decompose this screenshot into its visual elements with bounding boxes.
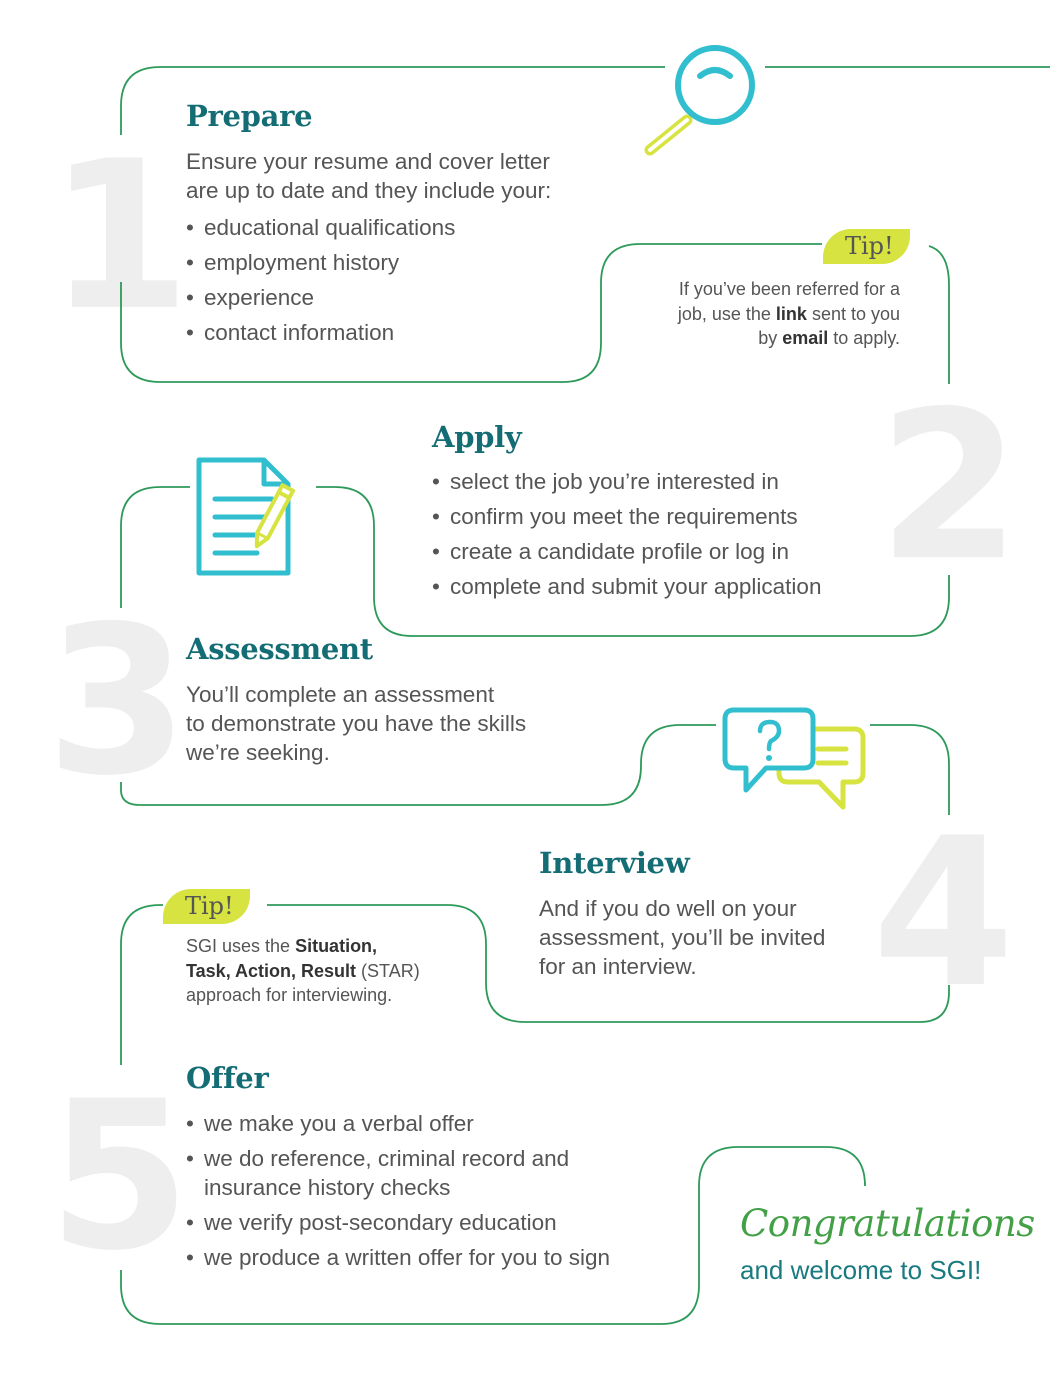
list-item: [186, 1144, 610, 1202]
list-item: • select the job you’re interested in: [432, 467, 821, 496]
tip-text-span: (STAR): [356, 960, 420, 981]
tip-badge: Tip!: [823, 229, 910, 264]
body-line: for an interview.: [539, 954, 697, 979]
step-number-3: 3: [46, 583, 189, 821]
tip-bold-link: link: [775, 303, 807, 324]
tip-line: approach for interviewing.: [186, 985, 393, 1005]
step-number-2: 2: [878, 368, 1021, 606]
document-pencil-icon: [192, 455, 317, 580]
body-line: And if you do well on your: [539, 896, 797, 921]
prepare-intro: [186, 147, 551, 205]
tip-text-span: to apply.: [828, 328, 900, 348]
apply-checklist: [432, 467, 821, 607]
list-item-line: we do reference, criminal record and: [204, 1146, 570, 1171]
list-item: • complete and submit your application: [432, 572, 821, 601]
list-item: • employment history: [186, 248, 455, 277]
tip-bold-task-action-result: Task, Action, Result: [186, 960, 357, 981]
prepare-intro-line: Ensure your resume and cover letter: [186, 149, 550, 174]
tip-line: [186, 959, 420, 984]
tip-line: [620, 326, 900, 351]
list-item: • create a candidate profile or log in: [432, 537, 821, 566]
body-line: You’ll complete an assessment: [186, 682, 495, 707]
body-line: to demonstrate you have the skills: [186, 711, 527, 736]
interview-description: [539, 894, 825, 981]
step-title-assessment: Assessment: [186, 632, 373, 666]
prepare-intro-line: are up to date and they include your:: [186, 178, 552, 203]
body-line: assessment, you’ll be invited: [539, 925, 826, 950]
list-item: • educational qualifications: [186, 213, 455, 242]
tip-bold-situation: Situation,: [295, 936, 378, 956]
body-line: we’re seeking.: [186, 740, 330, 765]
tip-line: [186, 934, 420, 959]
list-item: • we produce a written offer for you to sign: [186, 1243, 610, 1272]
list-item: • we verify post-secondary education: [186, 1208, 610, 1237]
tip-star-text: [186, 934, 420, 1008]
tip-text-span: SGI uses the: [186, 936, 296, 956]
tip-line: [620, 302, 900, 327]
list-item-line: insurance history checks: [204, 1175, 451, 1200]
list-item: • experience: [186, 283, 455, 312]
chat-bubbles-question-icon: [718, 705, 870, 813]
step-number-1: 1: [48, 118, 191, 356]
tip-text-span: by: [758, 328, 783, 348]
step-title-interview: Interview: [539, 846, 690, 880]
offer-checklist: [186, 1109, 610, 1278]
step-title-prepare: Prepare: [186, 99, 313, 133]
welcome-message: and welcome to SGI!: [740, 1255, 982, 1285]
assessment-description: [186, 680, 526, 767]
tip-line: If you’ve been referred for a: [678, 279, 900, 299]
step-title-apply: Apply: [432, 420, 522, 454]
tip-badge: Tip!: [163, 889, 250, 924]
list-item: • confirm you meet the requirements: [432, 502, 821, 531]
step-title-offer: Offer: [186, 1061, 269, 1095]
tip-text-span: sent to you: [806, 303, 900, 324]
tip-referral-text: [620, 277, 900, 351]
list-item: • contact information: [186, 318, 455, 347]
tip-bold-email: email: [782, 328, 829, 348]
step-number-4: 4: [872, 795, 1015, 1033]
list-item: • we make you a verbal offer: [186, 1109, 610, 1138]
step-number-5: 5: [48, 1058, 191, 1296]
magnifying-glass-icon: [638, 40, 763, 162]
prepare-checklist: [186, 213, 455, 353]
congratulations-heading: Congratulations: [740, 1202, 1035, 1245]
tip-text-span: job, use the: [677, 303, 776, 324]
